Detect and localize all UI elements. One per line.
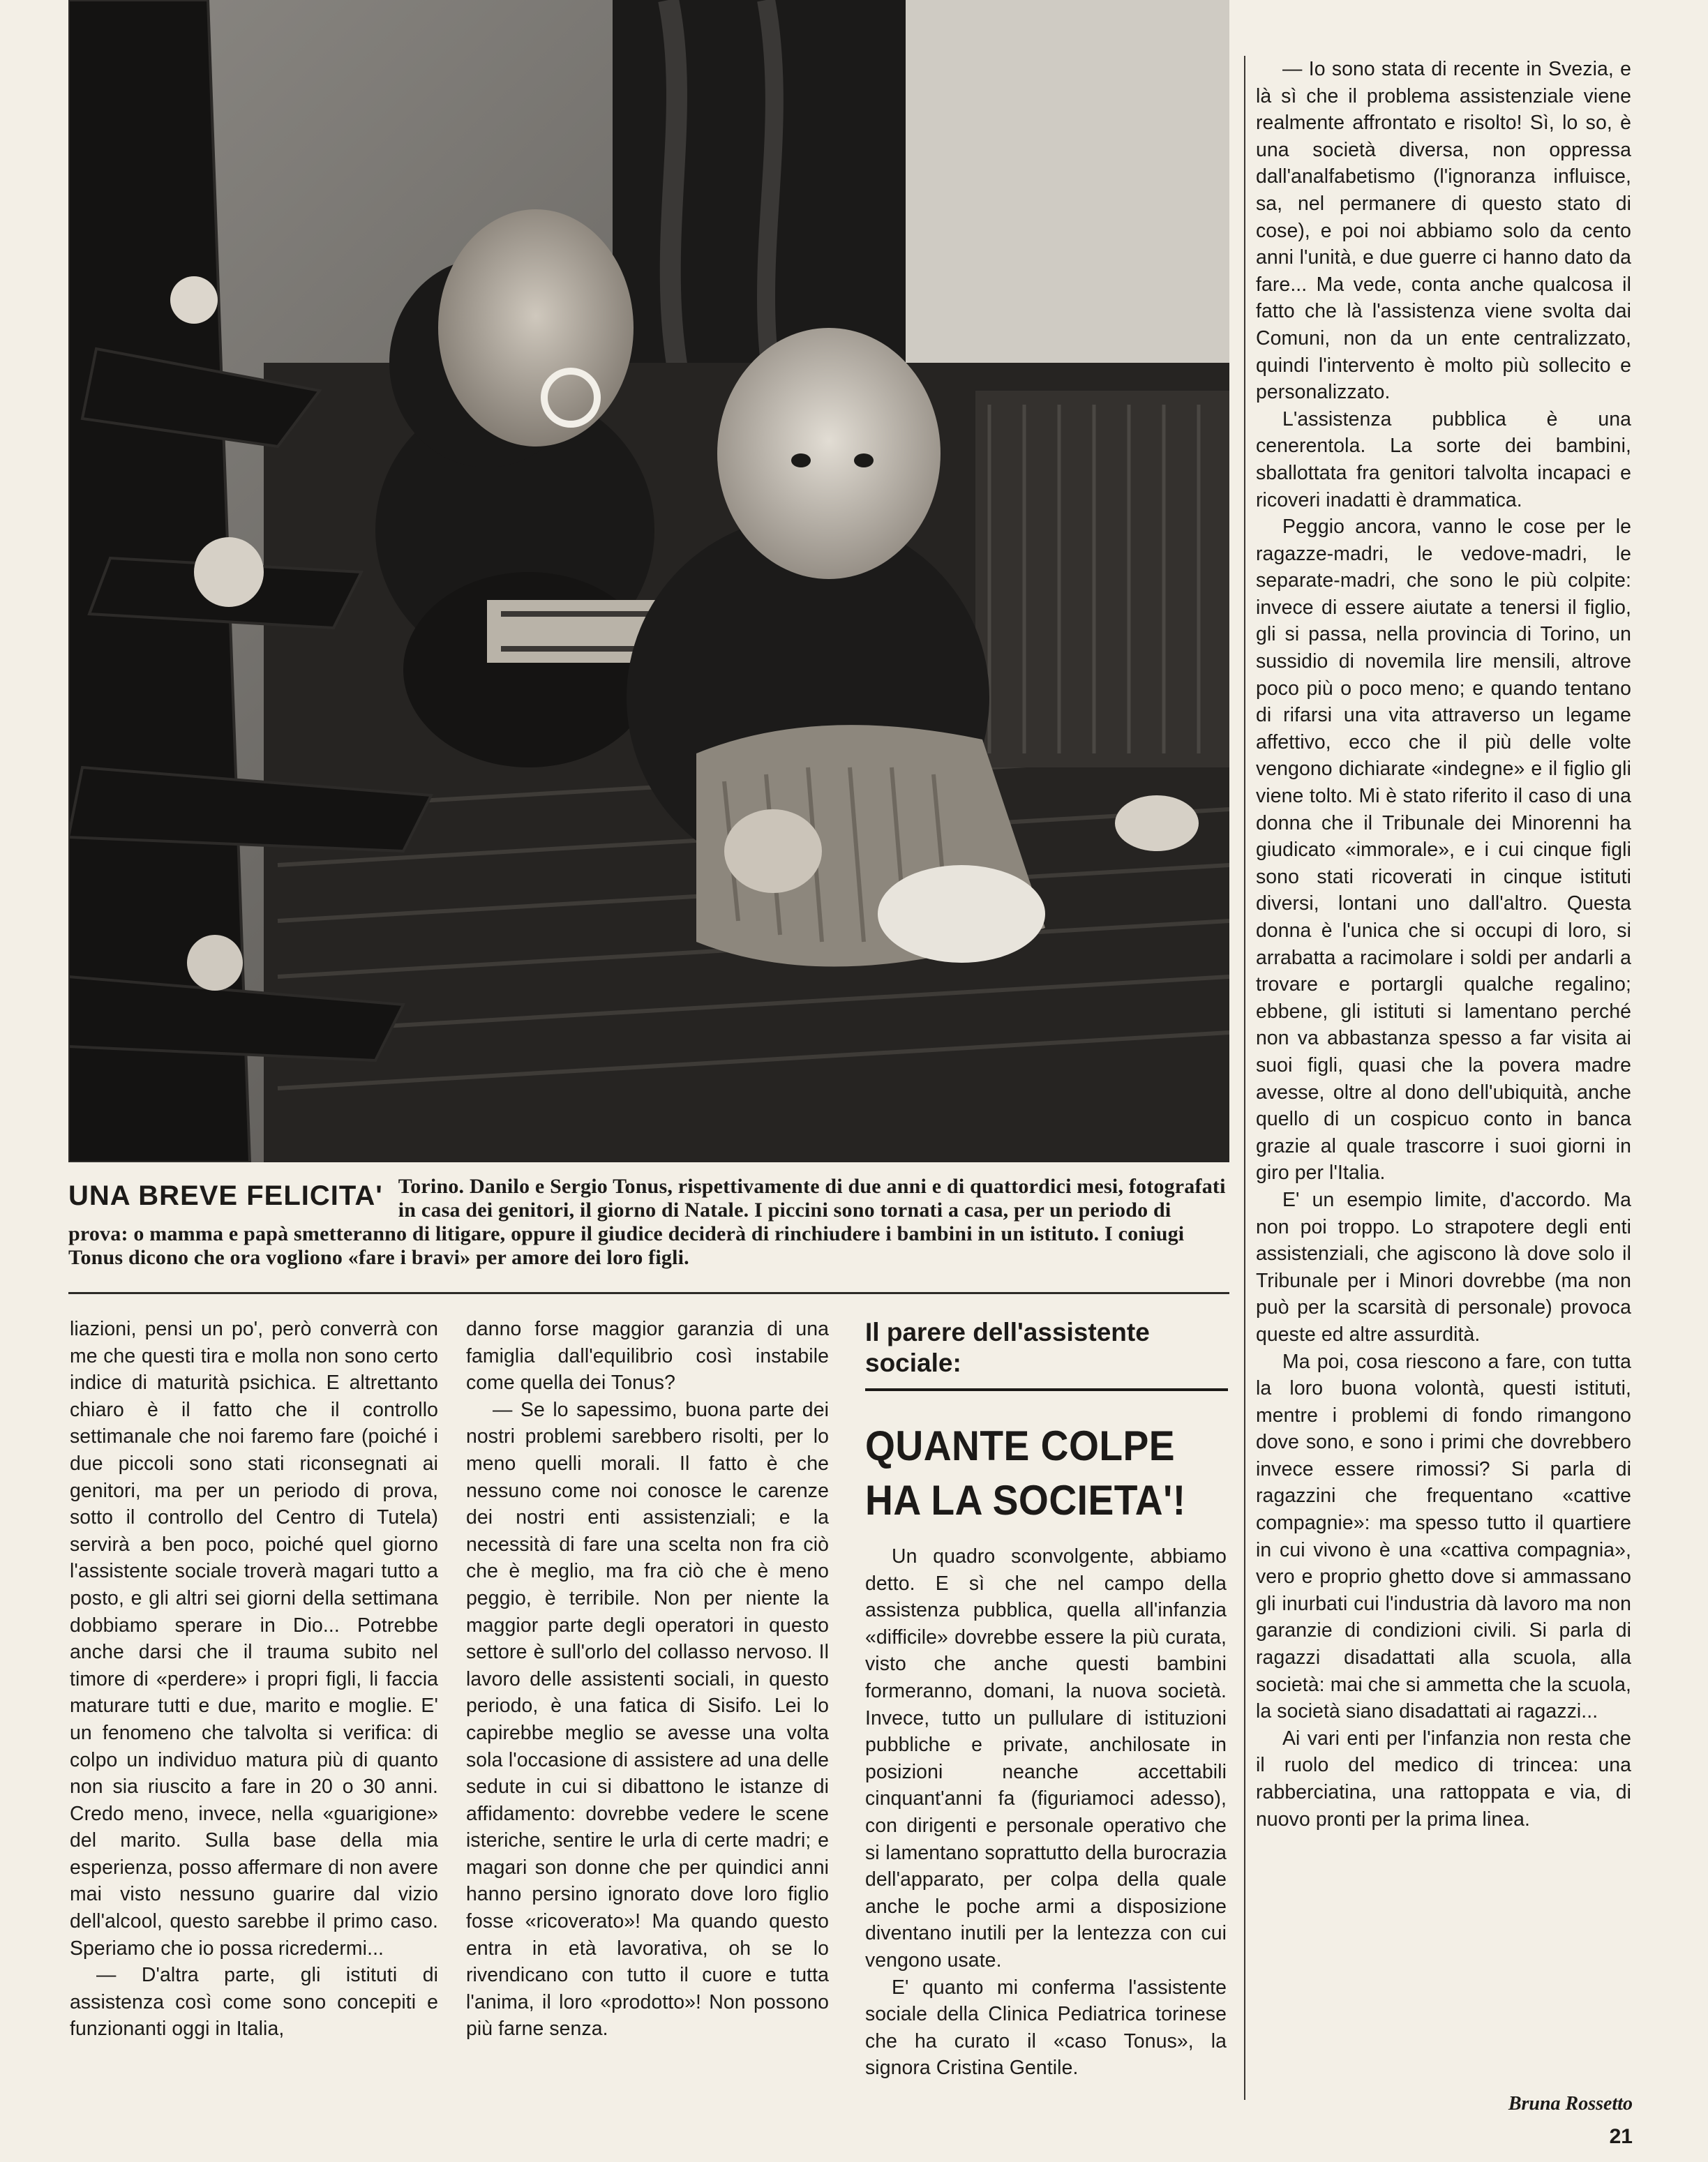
headline-line-2: HA LA SOCIETA'! [865, 1477, 1186, 1524]
paragraph: danno forse maggior garanzia di una famiglia dall'equilibrio così instabile come quella dei Tonus? [466, 1318, 829, 1395]
section-label: Il parere dell'assistente sociale: [865, 1318, 1150, 1377]
article-column-2 [466, 1316, 829, 2090]
article-column-1 [70, 1316, 438, 2090]
article-column-3 [865, 1543, 1227, 2094]
column-divider [1244, 56, 1245, 2100]
paragraph: liazioni, pensi un po', però converrà con me che questi tira e molla non sono certo indice di maturità psichica. E altrettanto chiaro è il fatto che il controllo settimanale che noi faremo fare (poiché i due piccoli sono stati riconsegnati ai genitori, ma per un periodo di prova, sotto il controllo del Centro di Tutela) servirà a ben poco, poiché quel giorno l'assistente sociale troverà magari tutto a posto, e gli altri sei giorni della settimana dobbiamo sperare in Dio... Potrebbe anche darsi che il trauma subito nel timore di «perdere» i propri figli, li faccia maturare tutti e due, marito e moglie. E' un fenomeno che talvolta si verifica: di colpo un individuo matura più di quanto non sia riuscito a fare in 20 o 30 anni. Credo meno, invece, nella «guarigione» del marito. Sulla base della mia esperienza, posso affermare di non avere mai visto nessuno guarire dal vizio dell'alcool, questo sarebbe il primo caso. Speriamo che io possa ricredermi... [70, 1318, 438, 1960]
paragraph: E' un esempio limite, d'accordo. Ma non poi troppo. Lo strapotere degli enti assistenziali, che agiscono là dove solo il Tribunale per i Minori dovrebbe (ma non può per la scarsità di personale) provoca queste ed altre assurdità. [1256, 1188, 1631, 1346]
paragraph: L'assistenza pubblica è una cenerentola. La sorte dei bambini, sballottata fra genitori talvolta incapaci e ricoveri inadatti è drammatica. [1256, 407, 1631, 511]
paragraph: Ai vari enti per l'infanzia non resta che il ruolo del medico di trincea: una rabberciatina, una rattoppata e via, di nuovo pronti per la prima linea. [1256, 1727, 1631, 1831]
caption-text: Torino. Danilo e Sergio Tonus, rispettivamente di due anni e di quattordici mesi, fotografati in casa dei genitori, il giorno di Natale. I piccini sono tornati a casa, per un periodo di prova: o mamma e papà smetteranno di litigare, oppure il giudice deciderà di rinchiudere i bambini in un istituto. I coniugi Tonus dicono che ora vogliono «fare i bravi» per amore dei loro figli. [68, 1175, 1226, 1269]
paragraph: Un quadro sconvolgente, abbiamo detto. E sì che nel campo della assistenza pubblica, quella all'infanzia «difficile» dovrebbe essere la più curata, visto che anche questi bambini formeranno, domani, la nuova società. Invece, tutto un pullulare di istituzioni pubbliche e private, anchilosate in posizioni neanche accettabili cinquant'anni fa (figuriamoci adesso), con dirigenti e personale operativo che si lamentano soprattutto della burocrazia dell'apparato, per colpa della quale anche le poche armi a disposizione diventano inutili per la lentezza con cui vengono usate. [865, 1545, 1227, 1972]
section-rule [865, 1388, 1228, 1391]
photo-illustration [68, 0, 1229, 1162]
caption-lead: UNA BREVE FELICITA' [68, 1180, 383, 1211]
photo-caption [68, 1175, 1229, 1273]
paragraph: — Se lo sapessimo, buona parte dei nostri problemi sarebbero risolti, per lo meno quelli morali. Il fatto è che nessuno come noi conosce le carenze dei nostri enti assistenziali; e la necessità di fare una scelta non fra ciò che è meglio, ma fra ciò che è meno peggio, è terribile. Non per niente la maggior parte degli operatori in questo settore è sull'orlo del collasso nervoso. Il lavoro delle assistenti sociali, in questo periodo, è una fatica di Sisifo. Lei lo capirebbe meglio se avesse una volta sola l'occasione di assistere ad una delle sedute in cui si dibattono le istanze di affidamento: dovrebbe vedere le scene isteriche, sentire le urla di certe madri; e magari son donne che per quindici anni hanno persino ignorato dove loro figlio fosse «ricoverato»! Ma quando questo entra in età lavorativa, oh se lo rivendicano con tutto il cuore e tutta l'anima, il loro «prodotto»! Non possono più farne senza. [466, 1398, 829, 2041]
article-headline [865, 1419, 1199, 1528]
article-column-4 [1256, 56, 1631, 2037]
paragraph: — D'altra parte, gli istituti di assistenza così come sono concepiti e funzionanti oggi in Italia, [70, 1964, 438, 2041]
paragraph: Peggio ancora, vanno le cose per le ragazze-madri, le vedove-madri, le separate-madri, che sono le più colpite: invece di essere aiutate a tenersi il figlio, gli si passa, nella provincia di Torino, un sussidio di novemila lire mensili, altrove poco più o poco meno; e quando tentano di rifarsi una vita attraverso un legame affettivo, ecco che il più delle volte vengono dichiarate «indegne» e il figlio gli viene tolto. Mi è stato riferito il caso di una donna che il Tribunale dei Minorenni ha giudicato «immorale», e i cui cinque figli sono stati ricoverati in cinque istituti diversi, lontani uno dall'altro. Questa donna è l'unica che si occupi di loro, si arrabatta a racimolare i soldi per andarli a trovare e portargli qualche regalino; ebbene, gli istituti si lamentano perché non va abbastanza spesso a far visita ai suoi figli, quasi che la povera madre avesse, oltre al dono dell'ubiquità, anche quello di un cospicuo conto in banca grazie al quale trascorre i suoi giorni in giro per l'Italia. [1256, 516, 1631, 1185]
paragraph: E' quanto mi conferma l'assistente sociale della Clinica Pediatrica torinese che ha curato il «caso Tonus», la signora Cristina Gentile. [865, 1976, 1227, 2080]
caption-divider [68, 1292, 1229, 1294]
news-photo [68, 0, 1229, 1162]
page-number: 21 [1609, 2125, 1633, 2148]
author-byline: Bruna Rossetto [1508, 2093, 1633, 2115]
paragraph: — Io sono stata di recente in Svezia, e là sì che il problema assistenziale viene realmente affrontato e risolto! Sì, lo so, è una società diversa, non oppressa dall'analfabetismo (l'ignoranza influisce, sa, nel permanere di questo stato di cose), e poi noi abbiamo solo da cento anni l'unità, e due guerre ci hanno dato da fare... Ma vede, conta anche qualcosa il fatto che là l'assistenza viene svolta dai Comuni, non da un ente centralizzato, quindi l'intervento è molto più sollecito e personalizzato. [1256, 58, 1631, 404]
paragraph: Ma poi, cosa riescono a fare, con tutta la loro buona volontà, questi istituti, mentre i problemi di fondo rimangono dove sono, e sono i primi che dovrebbero invece essere rimossi? Si parla di ragazzini che frequentano «cattive compagnie»: ma spesso tutto il quartiere in cui vivono è una «cattiva compagnia», vero e proprio ghetto dove si ammassano gli inurbati cui l'industria dà lavoro ma non garanzie di condizioni civili. Si parla di ragazzi disadattati alla scuola, alla società: mai che si ammetta che la scuola, la società siano disadattati ai ragazzi... [1256, 1350, 1631, 1723]
headline-line-1: QUANTE COLPE [865, 1422, 1176, 1469]
